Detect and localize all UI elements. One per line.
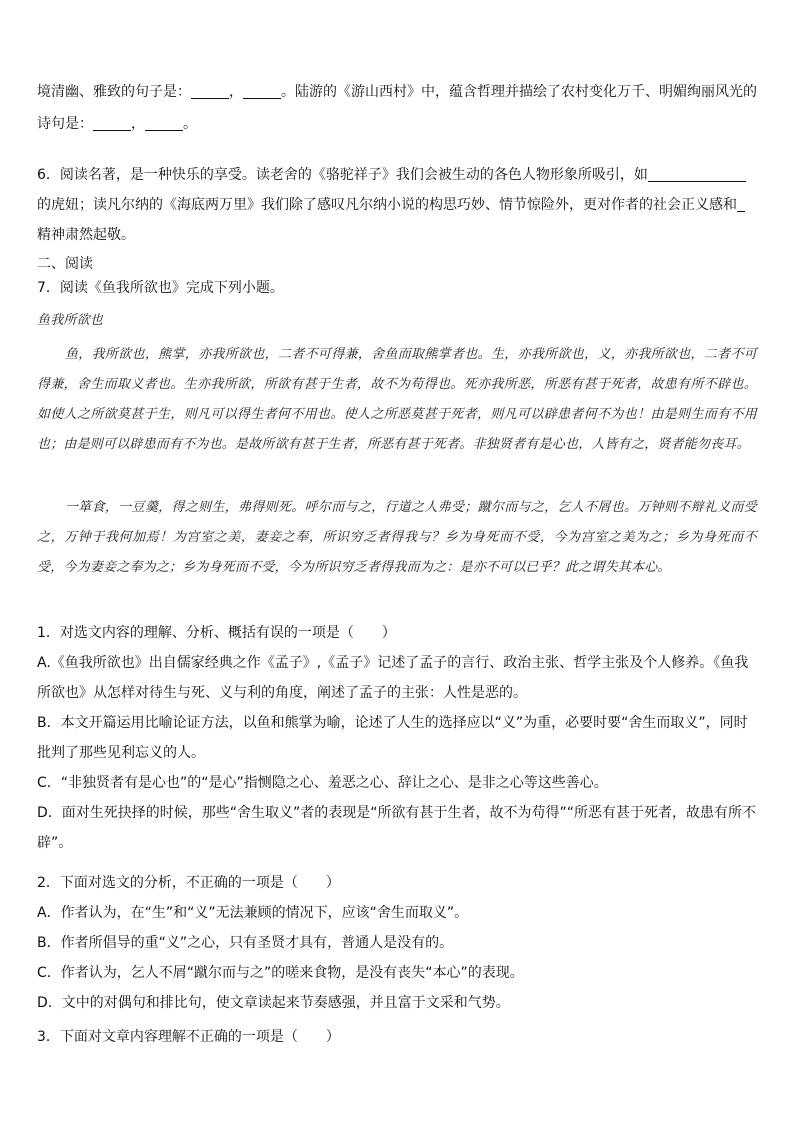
answer-blank[interactable]	[191, 82, 229, 99]
q5-end: 。	[183, 116, 197, 132]
sq1-option-a[interactable]: A.《鱼我所欲也》出自儒家经典之作《孟子》,《孟子》记述了孟子的言行、政治主张、哲学主张及个人修养。《鱼我所欲也》从怎样对待生与死、义与利的角度，阐述了孟子的主张：人性是恶的。	[37, 655, 749, 701]
sq1-option-d[interactable]: D．面对生死抉择的时候，那些“舍生取义”者的表现是“所欲有甚于生者，故不为苟得”“所恶有甚于死者，故患有所不辟”。	[37, 805, 757, 851]
section-heading	[37, 252, 757, 300]
sq3-stem: 3．下面对文章内容理解不正确的一项是（ ）	[37, 1029, 340, 1045]
sq2-option-c[interactable]: C．作者认为，乞人不屑“蹴尔而与之”的嗟来食物，是没有丧失“本心”的表现。	[37, 965, 524, 981]
answer-blank[interactable]	[243, 82, 281, 99]
q5-line2	[37, 108, 757, 140]
q5-block	[37, 76, 757, 140]
q6-text-1: 6．阅读名著，是一种快乐的享受。读老舍的《骆驼祥子》我们会被生动的各色人物形象所吸引，如	[37, 167, 648, 183]
passage-para-2-text: 一箪食，一豆羹，得之则生，弗得则死。呼尔而与之，行道之人弗受；蹴尔而与之，乞人不屑也。万钟则不辩礼义而受之，万钟于我何加焉！为宫室之美，妻妾之奉，所识穷乏者得我与？乡为身死而不受，今为宫室之美为之；乡为身死而不受，今为妻妾之奉为之；乡为身死而不受，今为所识穷乏者得我而为之：是亦不可以已乎？此之谓失其本心。	[37, 500, 757, 575]
q6-line1	[37, 160, 757, 190]
q5-line1	[37, 76, 757, 108]
q5-sep: ，	[131, 116, 145, 132]
sq2-stem: 2．下面对选文的分析，不正确的一项是（ ）	[37, 875, 340, 891]
sq2-option-d[interactable]: D．文中的对偶句和排比句，使文章读起来节奏感强，并且富于文采和气势。	[37, 995, 510, 1011]
sq1-option-b[interactable]: B．本文开篇运用比喻论证方法，以鱼和熊掌为喻，论述了人生的选择应以“义”为重，必要时要“舍生而取义”，同时批判了那些见利忘义的人。	[37, 715, 748, 761]
subquestion-1	[37, 618, 757, 858]
q6-line2	[37, 190, 757, 220]
q6-line3: 精神肃然起敬。	[37, 227, 135, 243]
passage-title	[37, 310, 757, 332]
answer-blank[interactable]	[93, 114, 131, 131]
sq1-option-c[interactable]: C．“非独贤者有是心也”的“是心”指恻隐之心、羞恶之心、辞让之心、是非之心等这些善心。	[37, 775, 608, 791]
subquestion-2	[37, 868, 757, 1018]
section-title: 二、阅读	[37, 256, 93, 272]
sq2-option-b[interactable]: B．作者所倡导的重“义”之心，只有圣贤才具有，普通人是没有的。	[37, 935, 454, 951]
passage-title-text: 鱼我所欲也	[37, 313, 104, 328]
answer-blank[interactable]	[737, 195, 745, 212]
passage-para-1	[37, 340, 757, 460]
passage-para-2	[37, 493, 757, 583]
q6-block	[37, 160, 757, 250]
answer-blank[interactable]	[145, 114, 183, 131]
sq2-option-a[interactable]: A．作者认为，在“生”和“义”无法兼顾的情况下，应该“舍生而取义”。	[37, 905, 469, 921]
q7-prompt: 7．阅读《鱼我所欲也》完成下列小题。	[37, 280, 284, 296]
subquestion-3	[37, 1022, 757, 1052]
passage-para-1-text: 鱼，我所欲也，熊掌，亦我所欲也，二者不可得兼，舍鱼而取熊掌者也。生，亦我所欲也，义，亦我所欲也，二者不可得兼，舍生而取义者也。生亦我所欲，所欲有甚于生者，故不为苟得也。死亦我所恶，所恶有甚于死者，故患有所不辟也。如使人之所欲莫甚于生，则凡可以得生者何不用也。使人之所恶莫甚于死者，则凡可以辟患者何不为也！由是则生而有不用也；由是则可以辟患而有不为也。是故所欲有甚于生者，所恶有甚于死者。非独贤者有是心也，人皆有之，贤者能勿丧耳。	[37, 347, 757, 452]
q5-text-a: 境清幽、雅致的句子是：	[37, 84, 191, 100]
q5-text-b: 。陆游的《游山西村》中，蕴含哲理并描绘了农村变化万千、明媚绚丽风光的	[281, 84, 757, 100]
q5-sep: ，	[229, 84, 243, 100]
answer-blank[interactable]	[648, 165, 746, 182]
q5-text-c: 诗句是：	[37, 116, 93, 132]
sq1-stem: 1．对选文内容的理解、分析、概括有误的一项是（ ）	[37, 625, 396, 641]
q6-text-2: 的虎妞；读凡尔纳的《海底两万里》我们除了感叹凡尔纳小说的构思巧妙、情节惊险外，更对作者的社会正义感和	[37, 197, 737, 213]
